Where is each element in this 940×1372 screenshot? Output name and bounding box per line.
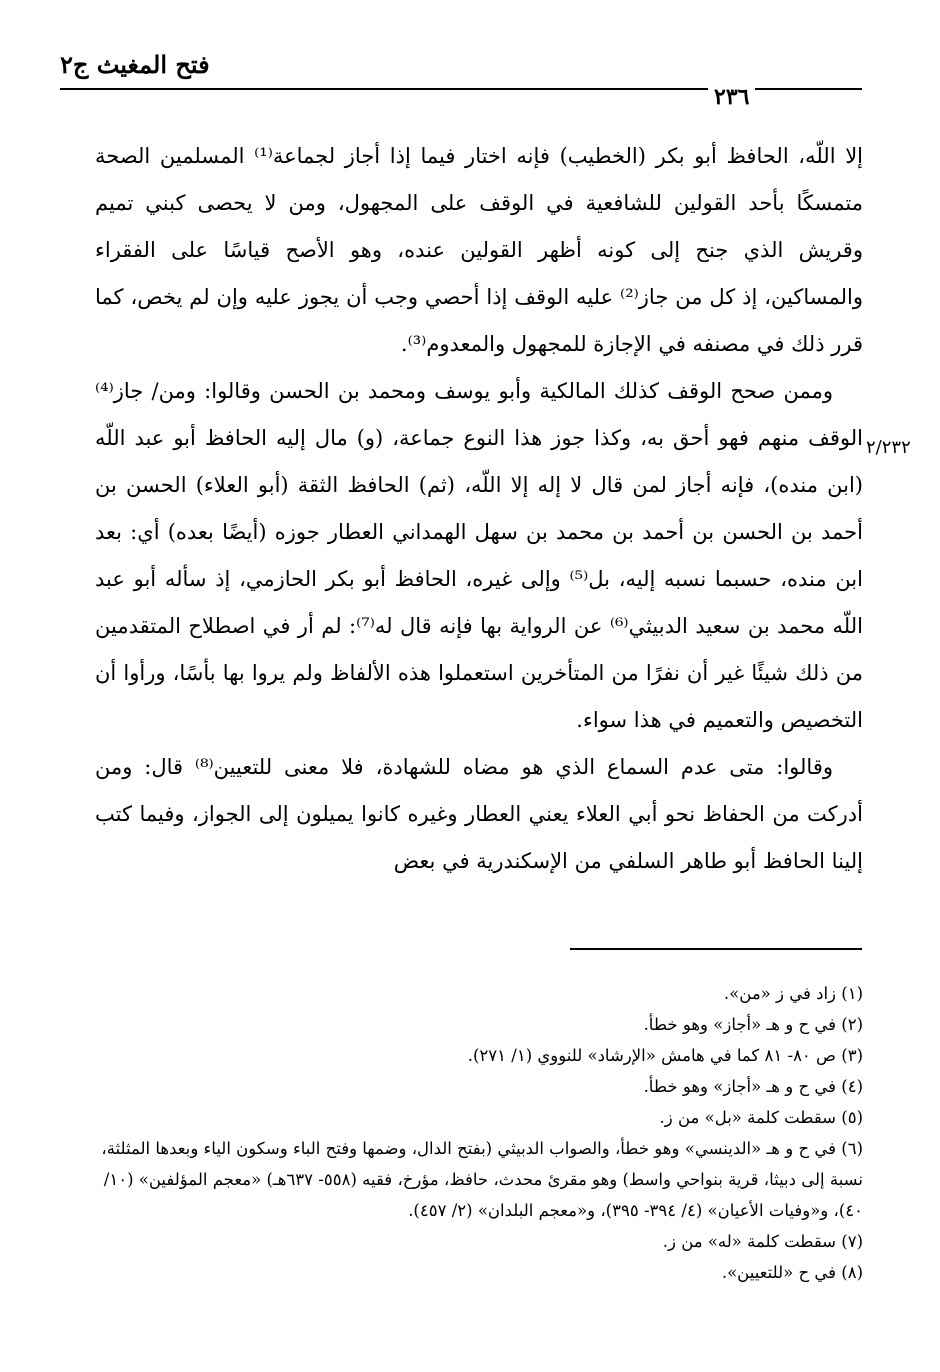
footnote-3: (٣) ص ٨٠- ٨١ كما في هامش «الإرشاد» للنووي (١/ ٢٧١). — [467, 1046, 863, 1065]
running-header-title: فتح المغيث ج٢ — [60, 50, 210, 79]
margin-reference: ٢/٢٣٢ — [866, 437, 911, 458]
footnote-5: (٥) سقطت كلمة «بل» من ز. — [659, 1108, 863, 1127]
footnote-4: (٤) في ح و هـ «أجاز» وهو خطأ. — [643, 1077, 863, 1096]
paragraph-1: إلا اللّه، الحافظ أبو بكر (الخطيب) فإنه اختار فيما إذا أجاز لجماعة⁽¹⁾ المسلمين الصحة متمسكًا بأحد القولين للشافعية في الوقف على المجهول، ومن لا يحصى كبني تميم وقريش الذي جنح إلى كونه أظهر القولين عنده، وهو الأصح قياسًا على الفقراء والمساكين، إذ كل من جاز⁽²⁾ عليه الوقف إذا أحصي وجب أن يجوز عليه وإن لم يخص، كما قرر ذلك في مصنفه في الإجازة للمجهول والمعدوم⁽³⁾. — [95, 144, 864, 356]
main-text — [95, 133, 863, 885]
footnote-7: (٧) سقطت كلمة «له» من ز. — [662, 1232, 863, 1251]
footnote-1: (١) زاد في ز «من». — [723, 984, 863, 1003]
footnote-6: (٦) في ح و هـ «الدينسي» وهو خطأ، والصواب الدبيثي (بفتح الدال، وضمها وفتح الباء وسكون الياء وبعدها المثلثة، نسبة إلى دبيثا، قرية بنواحي واسط) وهو مقرئ محدث، حافظ، مؤرخ، فقيه (٥٥٨- ٦٣٧هـ) «معجم المؤلفين» (١٠/ ٤٠)، و«وفيات الأعيان» (٤/ ٣٩٤- ٣٩٥)، و«معجم البلدان» (٢/ ٤٥٧). — [101, 1139, 863, 1220]
footnotes — [95, 978, 863, 1288]
paragraph-3: وقالوا: متى عدم السماع الذي هو مضاه للشهادة، فلا معنى للتعيين⁽⁸⁾ قال: ومن أدركت من الحفاظ نحو أبي العلاء يعني العطار وغيره كانوا يميلون إلى الجواز، وفيما كتب إلينا الحافظ أبو طاهر السلفي من الإسكندرية في بعض — [95, 755, 863, 873]
page-number: ٢٣٦ — [708, 84, 755, 110]
footnote-8: (٨) في ح «للتعيين». — [721, 1263, 863, 1282]
paragraph-2: وممن صحح الوقف كذلك المالكية وأبو يوسف ومحمد بن الحسن وقالوا: ومن/ جاز⁽⁴⁾ الوقف منهم فهو أحق به، وكذا جوز هذا النوع جماعة، (و) مال إليه الحافظ أبو عبد اللّه (ابن منده)، فإنه أجاز لمن قال لا إله إلا اللّه، (ثم) الحافظ الثقة (أبو العلاء) الحسن بن أحمد بن الحسن بن أحمد بن محمد بن سهل الهمداني العطار جوزه (أيضًا بعده) أي: بعد ابن منده، حسبما نسبه إليه، بل⁽⁵⁾ وإلى غيره، الحافظ أبو بكر الحازمي، إذ سأله أبو عبد اللّه محمد بن سعيد الدبيثي⁽⁶⁾ عن الرواية بها فإنه قال له⁽⁷⁾: لم أر في اصطلاح المتقدمين من ذلك شيئًا غير أن نفرًا من المتأخرين استعملوا هذه الألفاظ ولم يروا بها بأسًا، ورأوا أن التخصيص والتعميم في هذا سواء. — [95, 379, 863, 732]
footnote-2: (٢) في ح و هـ «أجاز» وهو خطأ. — [643, 1015, 863, 1034]
footnote-separator — [570, 948, 862, 950]
